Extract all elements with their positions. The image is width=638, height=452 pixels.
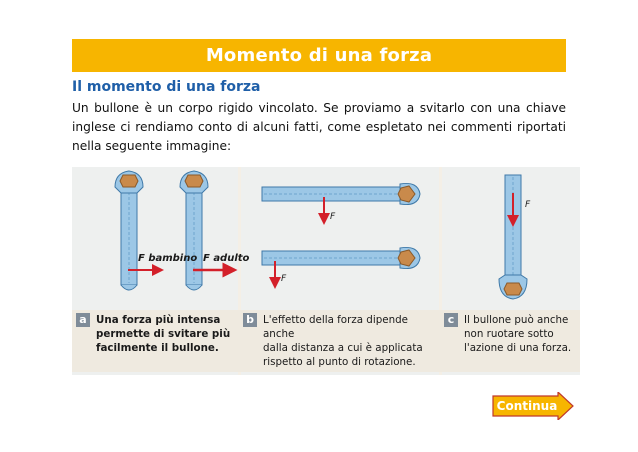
title-bar [72, 39, 566, 72]
force-label-bambino: F bambino [138, 253, 198, 264]
caption-label-b: b [243, 313, 257, 327]
continue-button[interactable] [492, 392, 574, 420]
wrench-b1 [262, 183, 420, 204]
wrench-a2 [180, 171, 208, 290]
caption-c: Il bullone può anche non ruotare sotto l'azione di una forza. [464, 314, 572, 354]
page-title: Momento di una forza [205, 45, 433, 66]
force-label-b2: F [281, 274, 287, 284]
force-label-adulto: F adulto [203, 253, 250, 264]
caption-label-a: a [76, 313, 90, 327]
section-subtitle: Il momento di una forza [72, 79, 261, 95]
force-label-b1: F [330, 212, 336, 222]
continue-label: Continua [496, 399, 558, 413]
wrench-a1 [115, 171, 143, 290]
caption-label-c: c [444, 313, 458, 327]
wrench-figure [72, 167, 580, 375]
caption-b: L'effetto della forza dipende anche dalla distanza a cui è applicata rispetto al punto di rotazione. [263, 314, 423, 368]
caption-a: Una forza più intensa permette di svitare più facilmente il bullone. [96, 314, 231, 354]
force-label-c: F [525, 200, 531, 210]
wrench-b2 [262, 247, 420, 268]
intro-paragraph: Un bullone è un corpo rigido vincolato. Se proviamo a svitarlo con una chiave inglese ci rendiamo conto di alcuni fatti, come espletato nei commenti riportati nella seguente immagine: [72, 101, 566, 153]
